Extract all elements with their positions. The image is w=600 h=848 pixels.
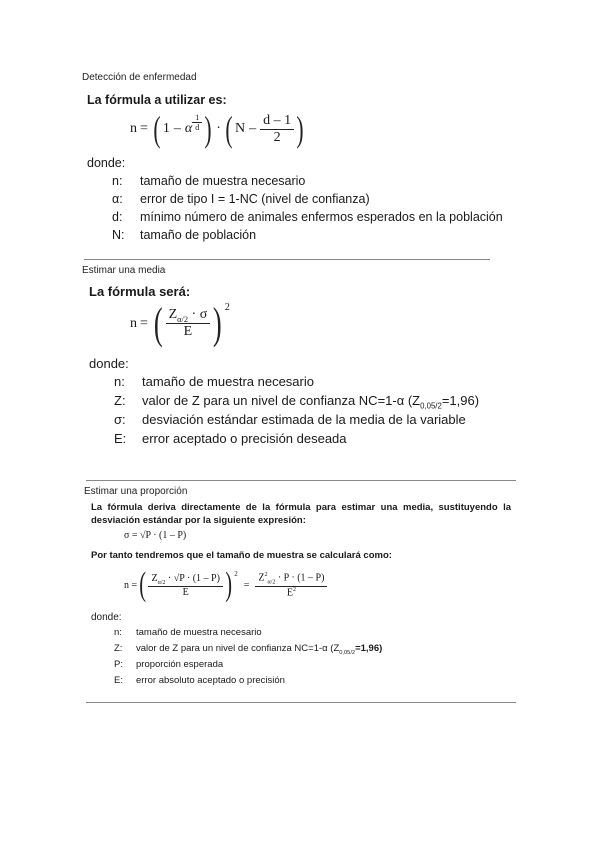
paren-close: ) <box>204 109 212 149</box>
def-symbol: d: <box>112 210 123 224</box>
power: 2 <box>234 570 238 578</box>
section-title-deteccion: Detección de enfermedad <box>82 72 197 83</box>
def-row <box>114 659 223 672</box>
def-text <box>136 643 382 659</box>
divider <box>86 480 516 481</box>
fraction-den: 2 <box>273 129 281 145</box>
formula-N: N <box>234 121 246 136</box>
z-symbol: Z <box>168 306 178 322</box>
def-row <box>112 228 256 242</box>
sigma-expression: σ = √P · (1 – P) <box>124 530 187 541</box>
paren-open: ( <box>153 109 161 149</box>
def-text: proporción esperada <box>136 659 224 670</box>
def-symbol: n: <box>112 174 123 188</box>
exp-den: d <box>195 122 200 132</box>
def-text-main: valor de Z para un nivel de confianza NC=1-α (Z <box>136 643 340 654</box>
def-text-tail: =1,96) <box>355 643 383 654</box>
def-row <box>114 393 479 411</box>
divider <box>86 702 516 703</box>
formula-lhs: n = <box>124 579 138 591</box>
def-row <box>114 374 314 389</box>
z-superscript: 2 <box>264 572 268 579</box>
fraction-right <box>255 572 327 598</box>
fraction-den: E <box>182 586 189 598</box>
formula-lhs: n <box>130 315 137 331</box>
fraction-num <box>148 573 222 587</box>
section-title-media: Estimar una media <box>82 265 166 276</box>
def-subscript: 0,05/2 <box>339 649 356 656</box>
minus: – <box>173 121 181 136</box>
donde-label: donde: <box>89 356 129 371</box>
z-subscript: α/2 <box>157 579 166 586</box>
paren-close: ) <box>225 566 233 603</box>
fraction-num <box>255 572 327 586</box>
equals-sign: = <box>140 315 148 331</box>
fraction-den <box>284 587 299 598</box>
divider <box>84 259 490 260</box>
def-symbol: E: <box>114 675 123 686</box>
paren-close-2: ) <box>296 109 304 149</box>
paragraph-lead: La fórmula deriva directamente de la fórmula para estimar una media, sustituyendo la desviación estándar por la siguiente expresión: <box>91 502 511 526</box>
def-row <box>114 675 285 688</box>
den-power: 2 <box>292 586 296 593</box>
z-symbol: Z <box>258 572 265 584</box>
equals-sign: = <box>243 579 250 591</box>
num-rest: · P · (1 – P) <box>277 572 325 584</box>
def-symbol: n: <box>114 374 125 389</box>
fraction-den: E <box>183 324 193 340</box>
fraction-d <box>260 113 294 146</box>
fraction-left <box>148 573 222 598</box>
exponent-fraction <box>192 113 202 132</box>
def-row <box>112 210 503 224</box>
formula-media <box>130 298 230 349</box>
formula-lead: La fórmula será: <box>89 284 191 299</box>
def-symbol: Z: <box>114 643 123 654</box>
fraction-num <box>166 307 211 325</box>
paren-open: ( <box>153 299 163 348</box>
paragraph-lead-2: Por tanto tendremos que el tamaño de muestra se calculará como: <box>91 550 392 561</box>
paren-open-2: ( <box>225 109 233 149</box>
num-rest: · √P · (1 – P) <box>167 572 220 584</box>
def-row <box>114 627 262 640</box>
def-text: mínimo número de animales enfermos esperados en la población <box>140 210 503 224</box>
def-row <box>114 643 382 659</box>
def-symbol: σ: <box>114 412 126 427</box>
def-text-main: valor de Z para un nivel de confianza NC=1-α (Z <box>142 393 421 408</box>
z-subscript: α/2 <box>177 314 189 324</box>
def-text: tamaño de población <box>140 228 257 242</box>
def-text: error de tipo I = 1-NC (nivel de confianza) <box>140 192 370 206</box>
def-text <box>142 393 479 411</box>
formula-lhs: n <box>130 121 137 136</box>
def-symbol: P: <box>114 659 123 670</box>
def-row <box>112 192 370 206</box>
fraction-media <box>166 307 211 341</box>
formula-lead: La fórmula a utilizar es: <box>87 93 227 107</box>
def-text: tamaño de muestra necesario <box>136 627 262 638</box>
def-text: error aceptado o precisión deseada <box>142 431 347 446</box>
one: 1 <box>162 121 170 136</box>
dot-operator: · <box>216 121 221 136</box>
donde-label: donde: <box>87 156 126 170</box>
def-symbol: Z: <box>114 393 126 408</box>
def-row <box>114 412 466 427</box>
def-text: tamaño de muestra necesario <box>142 374 314 389</box>
def-symbol: n: <box>114 627 122 638</box>
formula-deteccion <box>130 108 306 150</box>
exp-num: 1 <box>192 113 202 123</box>
formula-proporcion <box>124 566 327 604</box>
paren-open: ( <box>139 566 147 603</box>
equals-sign: = <box>140 121 148 136</box>
def-text: error absoluto aceptado o precisión <box>136 675 285 686</box>
den-E: E <box>286 586 293 598</box>
alpha-symbol: α <box>184 121 193 136</box>
minus-2: – <box>249 121 257 136</box>
paren-close: ) <box>213 299 222 348</box>
fraction-num: d – 1 <box>260 113 294 130</box>
sigma-term: · σ <box>191 306 208 322</box>
def-row <box>112 174 305 188</box>
donde-label: donde: <box>91 612 122 623</box>
z-subscript: α/2 <box>267 579 276 586</box>
def-text: tamaño de muestra necesario <box>140 174 306 188</box>
def-symbol: E: <box>114 431 127 446</box>
power: 2 <box>224 302 230 313</box>
z-symbol: Z <box>151 572 158 584</box>
def-subscript: 0,05/2 <box>420 401 442 411</box>
section-title-proporcion: Estimar una proporción <box>84 486 188 497</box>
def-text-tail: =1,96) <box>441 393 480 408</box>
def-text: desviación estándar estimada de la media de la variable <box>142 412 466 427</box>
def-symbol: N: <box>112 228 125 242</box>
def-symbol: α: <box>112 192 123 206</box>
def-row <box>114 431 347 446</box>
